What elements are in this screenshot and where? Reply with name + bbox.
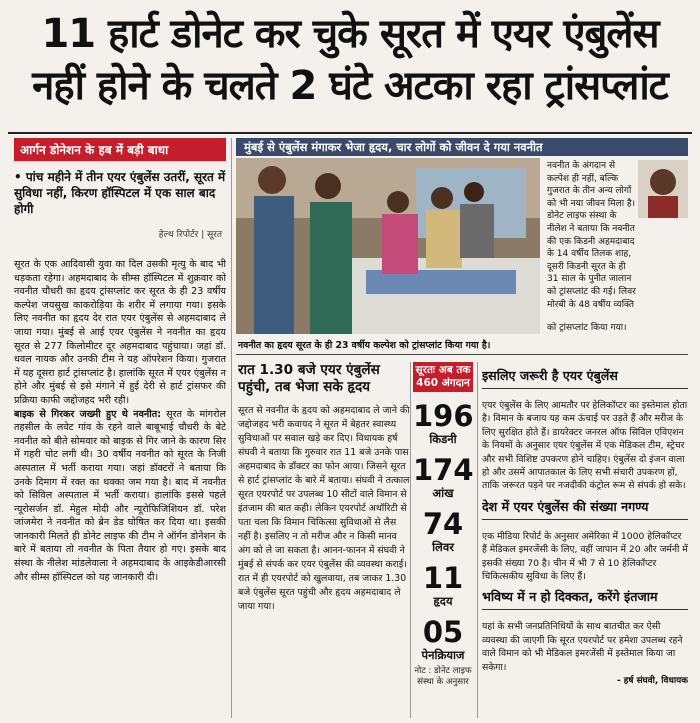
side-caption: को ट्रांसप्लांट किया गया। (547, 323, 627, 333)
right-body-1: एयर एंबुलेंस के लिए आमतौर पर हेलिकॉप्टर का इस्तेमाल होता है। विमान के बजाय यह कम ऊंचाई पर उड़ते हैं और मरीज के लिए सुरक्षित होते हैं। डायरेक्टर जनरल ऑफ सिविल एविएशन के नियमों के अनुसार एयर एंबुलेंस में एक मेडिकल टीम, स्ट्रेचर और सभी विशिष्ट उपकरण होने चाहिए। एंबुलेंस दो इंजन वाला हो और उसमें आपातकाल के लिए सभी संचारी उपकरण हों, ताकि जरूरत पड़ने पर नजदीकी कंट्रोल रूम से संपर्क हो सके। (482, 400, 688, 492)
right-column (482, 362, 688, 718)
stat-label: आंख (432, 486, 454, 500)
stat-value: 174 (413, 453, 474, 487)
right-heading-1: इसलिए जरूरी है एयर एंबुलेंस (482, 368, 688, 389)
highlight-bullet: • पांच महीने में तीन एयर एंबुलेंस उतरीं, सूरत में सुविधा नहीं, किरण हॉस्पिटल में एक साल बाद होगी (14, 170, 226, 216)
stats-note: नोट : डोनेट लाइफ संस्था के अनुसार (414, 666, 472, 687)
headline-line-1: 11 हार्ट डोनेट कर चुके सूरत में एयर एंबुलेंस (41, 11, 659, 57)
right-body-2: एक मीडिया रिपोर्ट के अनुसार अमेरिका में 1000 हेलिकॉप्टर हैं मेडिकल इमरजेंसी के लिए, वहीं जापान में 20 और जर्मनी में इसकी संख्या 70 है। चीन में भी 7 से 10 हेलिकॉप्टर चिकित्सकीय सुविधा के लिए हैं। (482, 530, 688, 583)
organ-recipients-text: नवनीत के अंगदान से कल्पेश ही नहीं, बल्कि गुजरात के तीन अन्य लोगों को भी नया जीवन मिला है। डोनेट लाइफ संस्था के नीलेश ने बताया कि नवनीत की एक किडनी अहमदाबाद के 14 वर्षीय तिलक शाह, दूसरी किडनी सूरत के ही 31 साल के पुनीत जालान को ट्रांसप्लांट की गई। लिवर मोरबी के 48 वर्षीय व्यक्ति (547, 161, 636, 310)
stat-value: 196 (413, 399, 474, 433)
headline-rule (8, 132, 692, 134)
stat-value: 05 (422, 615, 464, 649)
paragraph-1: सूरत के एक आदिवासी युवा का दिल उसकी मृत्यु के बाद भी धड़कता रहेगा। अहमदाबाद के सीम्स हॉस्पिटल में शुक्रवार को नवनीत चौधरी का हृदय ट्रांसप्लांट कर सूरत के ही 23 वर्षीय कल्पेश जयसुख काकरोड़िया के शरीर में लगाया गया। इसके लिए नवनीत का हृदय देर रात एयर एंबुलेंस से अहमदाबाद ले जाया गया। मुंबई से आई एयर एंबुलेंस ने नवनीत का हृदय सूरत से 277 किलोमीटर दूर अहमदाबाद पहुंचाया। जहां डॉ. धवल नायक और उनकी टीम ने यह ऑपरेशन किया। गुजरात में यह दूसरा हार्ट ट्रांसप्लांट है। हालांकि सूरत में एयर एंबुलेंस न होने और मुंबई से इसे मंगाने में हुई देरी से हार्ट ट्रांसफर की प्रक्रिया काफी जद्दोजहद भरी रही। (14, 259, 226, 406)
photo-section-band: मुंबई से एंबुलेंस मंगाकर भेजा हृदय, चार लोगों को जीवन दे गया नवनीत (236, 138, 688, 156)
stat-label: पेनक्रियाज (421, 648, 465, 662)
stats-header: सूरतः अब तक 460 अंगदान (413, 362, 473, 392)
portrait-photo (638, 160, 688, 218)
right-heading-3: भविष्य में न हो दिक्कत, करेंगे इंतजाम (482, 589, 688, 610)
column-divider (410, 362, 411, 718)
section-band: आर्गन डोनेशन के हब में बड़ी बाधा (14, 138, 226, 161)
right-heading-2: देश में एयर एंबुलेंस की संख्या नगण्य (482, 499, 688, 520)
stat-label: हृदय (433, 594, 453, 608)
headline (0, 0, 700, 134)
stat-value: 11 (422, 561, 464, 595)
quote-signature: - हर्ष संघवी, विधायक (617, 676, 688, 687)
article-body (14, 258, 226, 584)
byline: हेल्थ रिपोर्टर | सूरत (158, 230, 222, 240)
column-divider (231, 138, 232, 718)
subhead-inline: बाइक से गिरकर जख्मी हुए थे नवनीत: (14, 408, 162, 420)
left-column (14, 138, 226, 718)
section-rule (236, 354, 688, 355)
middle-column (238, 362, 410, 718)
photo-caption: नवनीत का हृदय सूरत के ही 23 वर्षीय कल्पेश को ट्रांसप्लांट किया गया है। (238, 340, 491, 351)
stat-label: लिवर (432, 540, 454, 554)
stat-label: किडनी (429, 432, 457, 446)
paragraph-2: सूरत के मांगरोल तहसील के लवेट गांव के रहने वाले बाबूभाई चौधरी के बेटे नवनीत को बीते सोमवार को बाइक से गिर जाने के कारण सिर में गहरी चोट लगी थी। 30 वर्षीय नवनीत को सूरत के निजी अस्पताल में भर्ती कराया गया। जहां डॉक्टरों ने बताया कि उनके दिमाग में रक्त का थक्का जम गया है। बाद में नवनीत को सिविल अस्पताल में भर्ती कराया। हालांकि इससे पहले न्यूरोसर्जन डॉ. मेहुल मोदी और न्यूरोफिजिशियन डॉ. परेश जांजमेरा ने नवनीत को ब्रेन डेड घोषित कर दिया था। इसकी जानकारी मिलते ही डोनेट लाइफ की टीम ने ऑर्गन डोनेशन के बारे में बताया तो नवनीत के पिता तैयार हो गए। इसके बाद संस्था के नीलेश मांडलेवाला ने अहमदाबाद के आइकेडीआरसी और सीम्स हॉस्पिटल को यह जानकारी दी। (14, 408, 226, 583)
mid-body: सूरत से नवनीत के हृदय को अहमदाबाद ले जाने की जद्दोजहद भरी कवायद ने सूरत में बेहतर स्वास्थ्य सुविधाओं पर सवाल खड़े कर दिए। विधायक हर्ष संघवी ने बताया कि गुरुवार रात 11 बजे उनके पास अहमदाबाद के डॉक्टर का फोन आया। जिसने सूरत से हार्ट ट्रांसप्लांट के बारे में बताया। संघवी ने तत्काल सूरत एयरपोर्ट पर उपलब्ध 10 सीटों वाले विमान से इंतजाम की बात कही। लेकिन एयरपोर्ट अथॉरिटी से पता चला कि विमान चिकित्सा सुविधाओं से लैस नहीं है। इसलिए न तो मरीज और न किसी मानव अंग को ले जा सकता है। आनन-फानन में संघवी ने मुंबई से संपर्क कर एयर एंबुलेंस की व्यवस्था कराई। रात में ही एयरपोर्ट को खुलवाया, तब जाकर 1.30 बजे एंबुलेंस सूरत पहुंची और हृदय अहमदाबाद ले जाया गया। (238, 405, 410, 612)
organ-stats (413, 362, 473, 688)
stat-value: 74 (422, 507, 464, 541)
column-divider (477, 362, 478, 718)
headline-line-2: नहीं होने के चलते 2 घंटे अटका रहा ट्रांसप्लांट (32, 63, 668, 109)
hospital-photo (236, 158, 540, 334)
mid-heading: रात 1.30 बजे एयर एंबुलेंस पहुंची, तब भेजा सके हृदय (238, 362, 380, 395)
right-body-3: यहां के सभी जनप्रतिनिधियों के साथ बातचीत कर ऐसी व्यवस्था की जाएगी कि सूरत एयरपोर्ट पर हमेशा उपलब्ध रहने वाले विमान को भी मेडिकल इमरजेंसी में इस्तेमाल किया जा सकेगा। (482, 621, 683, 673)
